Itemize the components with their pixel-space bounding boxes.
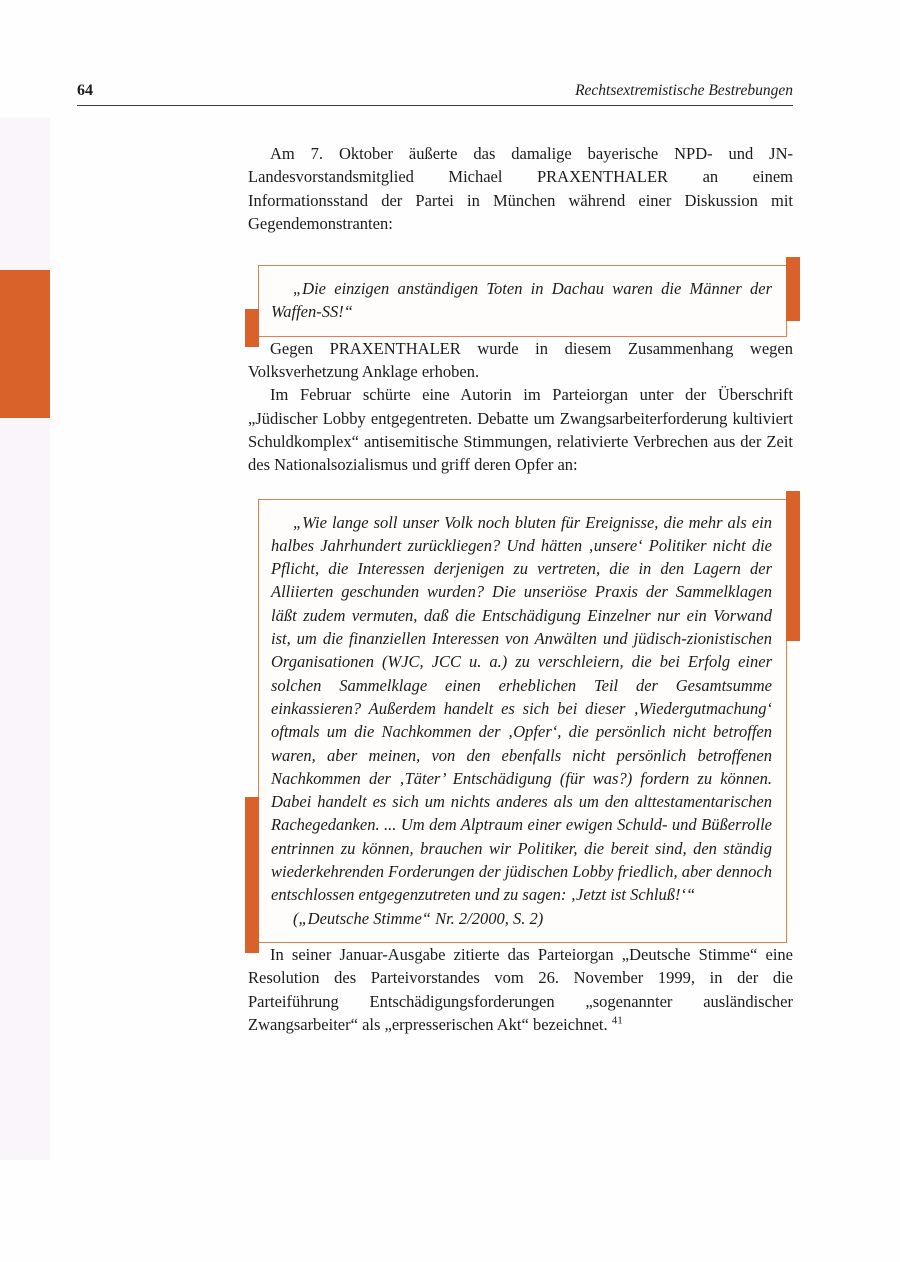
quote-2-text: „Wie lange soll unser Volk noch bluten für Ereignisse, die mehr als ein halbes Jahrhundert zurückliegen? Und hätten ‚unsere‘ Politiker nicht die Pflicht, die Interessen derjenigen zu vertreten, die in den Lagern der Alliierten geschunden wurden? Die unseriöse Praxis der Sammelklagen läßt zudem vermuten, daß die Entschädigung Einzelner nur ein Vorwand ist, um die finanziellen Interessen von Anwälten und jüdisch-zionistischen Organisationen (WJC, JCC u. a.) zu verschleiern, die bei Erfolg einer solchen Sammelklage einen erheblichen Teil der Gesamtsumme einkassieren? Außerdem handelt es sich bei dieser ‚Wiedergutmachung‘ oftmals um die Nachkommen der ‚Opfer‘, die persönlich nicht betroffen waren, aber meinen, von den ebenfalls nicht persönlich betroffenen Nachkommen der ‚Täter’ Entschädigung (für was?) fordern zu können. Dabei handelt es sich um nichts anderes als um den alttestamentarischen Rachegedanken. ... Um dem Alptraum einer ewigen Schuld- und Büßerrolle entrinnen zu können, brauchen wir Politiker, die bereit sind, den ständig wiederkehrenden Forderungen der jüdischen Lobby friedlich, aber dennoch entschlossen entgegenzutreten und zu sagen: ‚Jetzt ist Schluß!‘“ bbox=[271, 512, 772, 905]
paragraph-januar-ausgabe-text: In seiner Januar-Ausgabe zitierte das Parteiorgan „Deutsche Stimme“ eine Resolution des Parteivorstandes vom 26. November 1999, in der die Parteiführung Entschädigungsforderungen „sogenannter ausländischer Zwangsarbeiter“ als „erpresserischen Akt“ bezeichnet. bbox=[248, 944, 793, 1034]
quote2-accent-bar-top-right bbox=[786, 491, 800, 641]
paragraph-anklage: Gegen PRAXENTHALER wurde in diesem Zusammenhang wegen Volksverhetzung Anklage erhoben. bbox=[248, 338, 793, 382]
page-number: 64 bbox=[77, 82, 93, 99]
quote2-accent-bar-bottom-left bbox=[245, 797, 259, 953]
page-header bbox=[77, 82, 793, 106]
quote-1-text: „Die einzigen anständigen Toten in Dachau waren die Männer der Waffen-SS!“ bbox=[271, 279, 772, 322]
margin-accent-block bbox=[0, 270, 50, 418]
quote-block-2 bbox=[258, 499, 787, 943]
paragraph-februar-autorin: Im Februar schürte eine Autorin im Parteiorgan unter der Überschrift „Jüdischer Lobby entgegentreten. Debatte um Zwangsarbeiterforderung kultiviert Schuldkomplex“ antisemitische Stimmungen, relativierte Verbrechen aus der Zeit des Nationalsozialismus und griff deren Opfer an: bbox=[248, 385, 793, 475]
quote-2-source: („Deutsche Stimme“ Nr. 2/2000, S. 2) bbox=[293, 908, 544, 928]
running-header-title: Rechtsextremistische Bestrebungen bbox=[575, 82, 793, 99]
page-content bbox=[248, 142, 793, 1036]
quote1-accent-bar-bottom-left bbox=[245, 309, 259, 347]
quote1-accent-bar-top-right bbox=[786, 257, 800, 321]
paragraph-praxenthaler-intro: Am 7. Oktober äußerte das damalige bayerische NPD- und JN-Landesvorstandsmitglied Michael PRAXENTHALER an einem Informationsstand der Partei in München während einer Diskussion mit Gegendemonstranten: bbox=[248, 144, 793, 233]
paragraph-januar-ausgabe bbox=[248, 943, 793, 1036]
footnote-ref-41: 41 bbox=[611, 1014, 623, 1027]
quote-block-1 bbox=[258, 265, 787, 337]
